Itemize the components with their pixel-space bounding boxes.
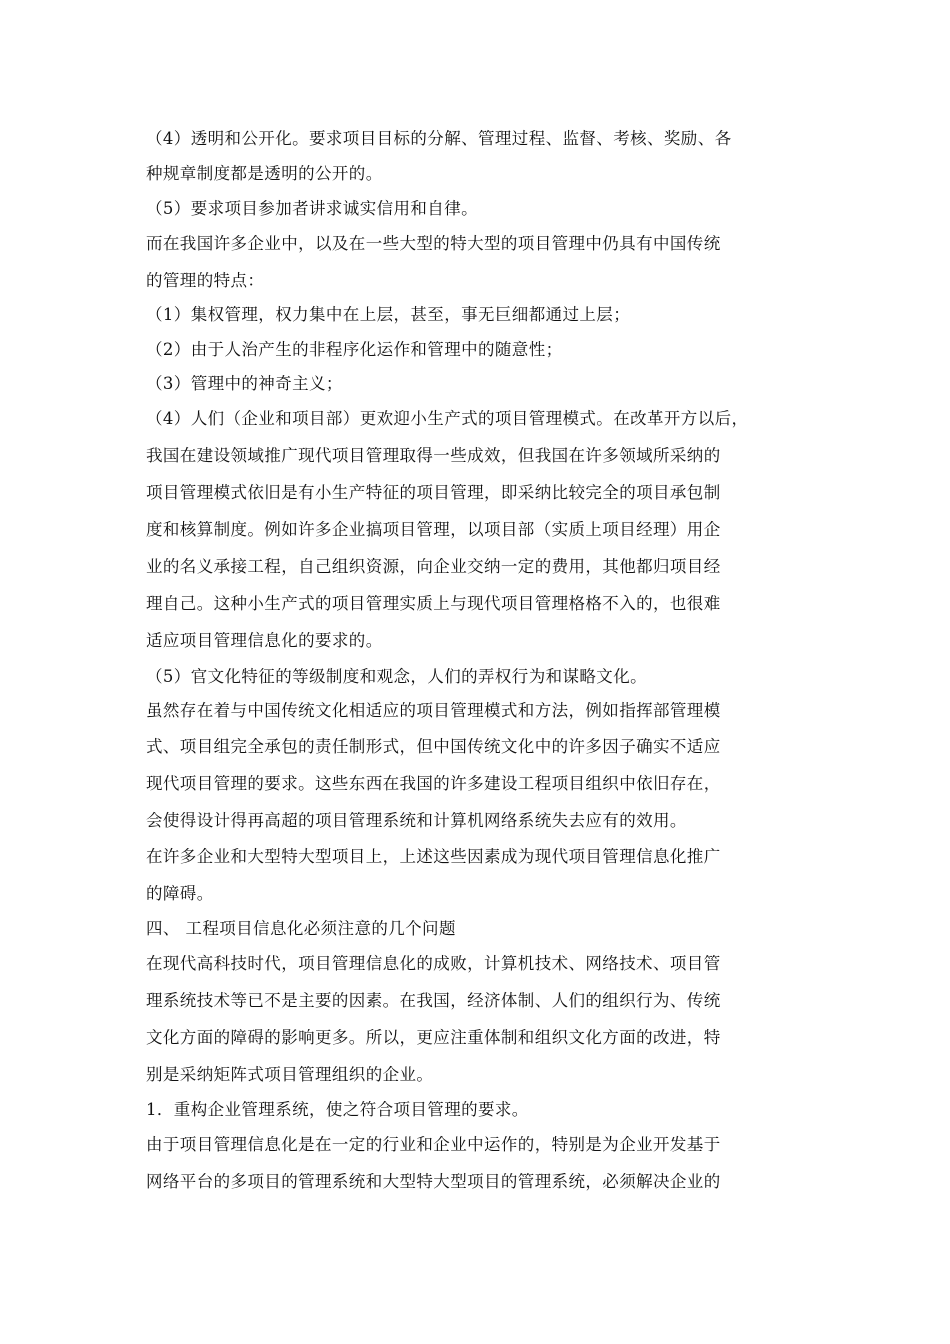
text-line: 适应项目管理信息化的要求的。	[146, 631, 383, 650]
text-line: 而在我国许多企业中，以及在一些大型的特大型的项目管理中仍具有中国传统	[146, 234, 721, 253]
text-line: 我国在建设领域推广现代项目管理取得一些成效，但我国在许多领域所采纳的	[146, 446, 721, 465]
text-line: 业的名义承接工程，自己组织资源，向企业交纳一定的费用，其他都归项目经	[146, 557, 721, 576]
text-line: 理系统技术等已不是主要的因素。在我国，经济体制、人们的组织行为、传统	[146, 991, 721, 1010]
text-line: 式、项目组完全承包的责任制形式，但中国传统文化中的许多因子确实不适应	[146, 737, 721, 756]
subsection-heading: 1．重构企业管理系统，使之符合项目管理的要求。	[146, 1100, 529, 1119]
text-line: 文化方面的障碍的影响更多。所以，更应注重体制和组织文化方面的改进，特	[146, 1028, 721, 1047]
text-line: （5）要求项目参加者讲求诚实信用和自律。	[146, 199, 478, 218]
text-line: 现代项目管理的要求。这些东西在我国的许多建设工程项目组织中依旧存在，	[146, 774, 721, 793]
text-line: 的管理的特点：	[146, 271, 265, 290]
text-line: 由于项目管理信息化是在一定的行业和企业中运作的，特别是为企业开发基于	[146, 1135, 721, 1154]
text-line: 的障碍。	[146, 884, 214, 903]
text-line: 度和核算制度。例如许多企业搞项目管理，以项目部（实质上项目经理）用企	[146, 520, 721, 539]
text-line: （2）由于人治产生的非程序化运作和管理中的随意性；	[146, 340, 563, 359]
text-line: 别是采纳矩阵式项目管理组织的企业。	[146, 1065, 434, 1084]
text-line: （4）透明和公开化。要求项目目标的分解、管理过程、监督、考核、奖励、各	[146, 129, 732, 148]
text-line: 种规章制度都是透明的公开的。	[146, 164, 383, 183]
text-line: 项目管理模式依旧是有小生产特征的项目管理，即采纳比较完全的项目承包制	[146, 483, 721, 502]
text-line: 网络平台的多项目的管理系统和大型特大型项目的管理系统，必须解决企业的	[146, 1172, 721, 1191]
text-line: （4）人们（企业和项目部）更欢迎小生产式的项目管理模式。在改革开方以后，	[146, 409, 749, 428]
text-line: 在现代高科技时代，项目管理信息化的成败，计算机技术、网络技术、项目管	[146, 954, 721, 973]
text-line: （3）管理中的神奇主义；	[146, 374, 343, 393]
text-line: （5）官文化特征的等级制度和观念，人们的弄权行为和谋略文化。	[146, 667, 647, 686]
text-line: 虽然存在着与中国传统文化相适应的项目管理模式和方法，例如指挥部管理模	[146, 701, 721, 720]
section-heading: 四、 工程项目信息化必须注意的几个问题	[146, 919, 456, 938]
text-line: 在许多企业和大型特大型项目上，上述这些因素成为现代项目管理信息化推广	[146, 847, 721, 866]
text-line: （1）集权管理，权力集中在上层，甚至，事无巨细都通过上层；	[146, 305, 631, 324]
text-line: 理自己。这种小生产式的项目管理实质上与现代项目管理格格不入的，也很难	[146, 594, 721, 613]
text-line: 会使得设计得再高超的项目管理系统和计算机网络系统失去应有的效用。	[146, 811, 687, 830]
